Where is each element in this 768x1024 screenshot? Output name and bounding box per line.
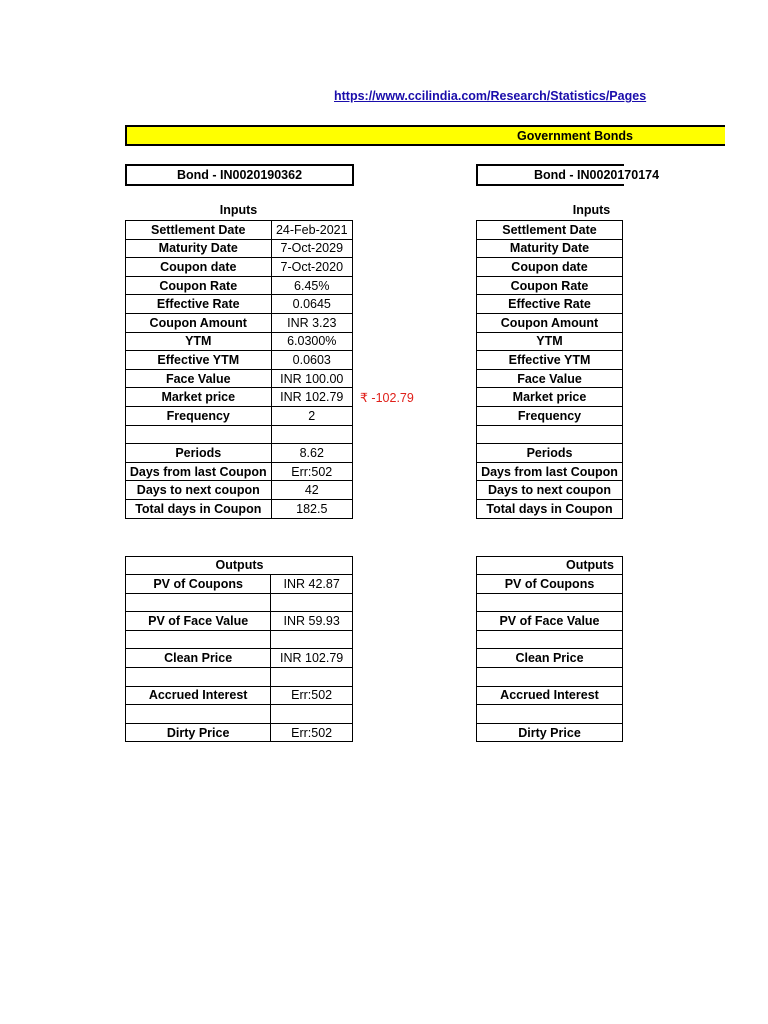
row-value: 7-Oct-2029 — [271, 239, 352, 258]
input-row — [126, 276, 353, 295]
input-row — [477, 425, 623, 444]
right-inputs-table — [476, 220, 623, 519]
input-row — [477, 481, 623, 500]
row-label: Dirty Price — [126, 723, 271, 742]
row-label: Days from last Coupon — [126, 462, 272, 481]
input-row — [126, 388, 353, 407]
output-row — [477, 630, 623, 649]
right-outputs-title: Outputs — [566, 558, 614, 572]
row-label — [126, 630, 271, 649]
row-value: INR 100.00 — [271, 369, 352, 388]
row-value: INR 102.79 — [271, 388, 352, 407]
row-label: PV of Coupons — [126, 575, 271, 594]
right-outputs-table — [476, 574, 623, 742]
row-label: Coupon date — [477, 258, 623, 277]
input-row — [126, 481, 353, 500]
row-label: Face Value — [477, 369, 623, 388]
row-value: 0.0603 — [271, 351, 352, 370]
output-row — [126, 705, 353, 724]
row-label: Maturity Date — [126, 239, 272, 258]
row-label: Accrued Interest — [477, 686, 623, 705]
output-row — [477, 686, 623, 705]
left-inputs-table — [125, 220, 353, 519]
row-value: 6.0300% — [271, 332, 352, 351]
row-label: Market price — [126, 388, 272, 407]
row-label: Settlement Date — [477, 221, 623, 240]
output-row — [477, 593, 623, 612]
row-label — [126, 425, 272, 444]
row-label: Accrued Interest — [126, 686, 271, 705]
input-row — [126, 462, 353, 481]
right-bond-label-text: Bond - IN0020170174 — [534, 168, 660, 182]
row-value: Err:502 — [271, 686, 353, 705]
input-row — [126, 332, 353, 351]
row-label: Market price — [477, 388, 623, 407]
output-row — [477, 705, 623, 724]
row-label: PV of Coupons — [477, 575, 623, 594]
input-row — [126, 239, 353, 258]
input-row — [126, 425, 353, 444]
left-outputs-header — [125, 556, 353, 575]
left-bond-label: Bond - IN0020190362 — [125, 164, 354, 186]
right-inputs-title: Inputs — [572, 203, 611, 217]
output-row — [126, 667, 353, 686]
row-label: Effective YTM — [477, 351, 623, 370]
row-value: Err:502 — [271, 723, 353, 742]
input-row — [477, 388, 623, 407]
output-row — [477, 575, 623, 594]
row-label — [126, 667, 271, 686]
row-label: YTM — [477, 332, 623, 351]
row-label: Coupon Rate — [477, 276, 623, 295]
row-label: Coupon Amount — [126, 313, 272, 332]
output-row — [126, 723, 353, 742]
output-row — [126, 575, 353, 594]
input-row — [477, 258, 623, 277]
row-value: INR 3.23 — [271, 313, 352, 332]
row-value: 2 — [271, 406, 352, 425]
input-row — [477, 332, 623, 351]
title-banner — [125, 125, 725, 146]
input-row — [477, 351, 623, 370]
row-label: Frequency — [477, 406, 623, 425]
row-value — [271, 425, 352, 444]
row-value: 182.5 — [271, 499, 352, 518]
row-label — [477, 425, 623, 444]
output-row — [126, 649, 353, 668]
row-label: Clean Price — [126, 649, 271, 668]
output-row — [477, 667, 623, 686]
row-label: Coupon date — [126, 258, 272, 277]
row-label — [126, 593, 271, 612]
row-value — [271, 705, 353, 724]
row-label: PV of Face Value — [126, 612, 271, 631]
right-bond-label — [476, 164, 660, 186]
input-row — [126, 499, 353, 518]
market-price-note: ₹ -102.79 — [360, 391, 414, 405]
input-row — [477, 499, 623, 518]
row-label: Total days in Coupon — [126, 499, 272, 518]
input-row — [477, 239, 623, 258]
input-row — [477, 369, 623, 388]
row-label — [477, 705, 623, 724]
left-inputs-title: Inputs — [219, 203, 258, 217]
row-value: 0.0645 — [271, 295, 352, 314]
row-label: Periods — [126, 444, 272, 463]
input-row — [126, 295, 353, 314]
left-outputs-table — [125, 574, 353, 742]
row-label — [126, 705, 271, 724]
row-label: Effective Rate — [126, 295, 272, 314]
row-label: Coupon Amount — [477, 313, 623, 332]
row-label: Maturity Date — [477, 239, 623, 258]
input-row — [477, 406, 623, 425]
input-row — [477, 313, 623, 332]
row-value: Err:502 — [271, 462, 352, 481]
output-row — [477, 723, 623, 742]
input-row — [126, 369, 353, 388]
source-link[interactable]: https://www.ccilindia.com/Research/Statistics/Pages — [334, 89, 647, 103]
right-outputs-header — [476, 556, 623, 575]
row-label — [477, 593, 623, 612]
input-row — [126, 406, 353, 425]
row-label: Effective Rate — [477, 295, 623, 314]
input-row — [126, 351, 353, 370]
row-label: PV of Face Value — [477, 612, 623, 631]
row-value: INR 59.93 — [271, 612, 353, 631]
row-label: Total days in Coupon — [477, 499, 623, 518]
input-row — [126, 444, 353, 463]
input-row — [477, 276, 623, 295]
output-row — [477, 649, 623, 668]
row-label: Coupon Rate — [126, 276, 272, 295]
row-value — [271, 667, 353, 686]
input-row — [477, 462, 623, 481]
row-value: 42 — [271, 481, 352, 500]
output-row — [126, 612, 353, 631]
input-row — [126, 313, 353, 332]
row-value: INR 42.87 — [271, 575, 353, 594]
row-label: Clean Price — [477, 649, 623, 668]
row-value: 24-Feb-2021 — [271, 221, 352, 240]
row-label: Effective YTM — [126, 351, 272, 370]
input-row — [477, 295, 623, 314]
row-value: 7-Oct-2020 — [271, 258, 352, 277]
row-label: Frequency — [126, 406, 272, 425]
output-row — [126, 686, 353, 705]
row-value: 8.62 — [271, 444, 352, 463]
input-row — [126, 258, 353, 277]
row-label: Dirty Price — [477, 723, 623, 742]
row-label: Settlement Date — [126, 221, 272, 240]
row-value — [271, 593, 353, 612]
row-value: INR 102.79 — [271, 649, 353, 668]
row-label: Periods — [477, 444, 623, 463]
input-row — [477, 221, 623, 240]
left-outputs-title: Outputs — [215, 558, 264, 572]
row-label: Face Value — [126, 369, 272, 388]
row-value — [271, 630, 353, 649]
row-label — [477, 667, 623, 686]
output-row — [126, 630, 353, 649]
row-label: Days from last Coupon — [477, 462, 623, 481]
row-label — [477, 630, 623, 649]
output-row — [126, 593, 353, 612]
row-value: 6.45% — [271, 276, 352, 295]
input-row — [477, 444, 623, 463]
row-label: Days to next coupon — [126, 481, 272, 500]
row-label: Days to next coupon — [477, 481, 623, 500]
input-row — [126, 221, 353, 240]
banner-title: Government Bonds — [517, 129, 633, 143]
row-label: YTM — [126, 332, 272, 351]
output-row — [477, 612, 623, 631]
